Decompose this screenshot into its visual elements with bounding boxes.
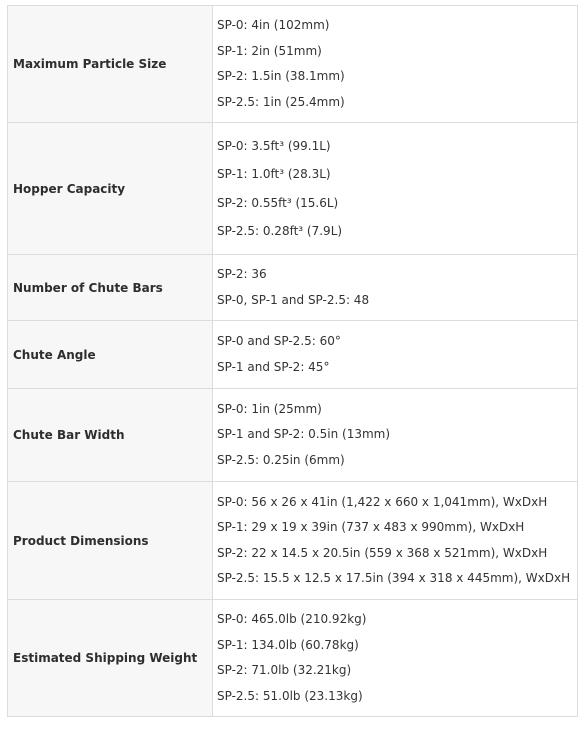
spec-values [213, 389, 578, 482]
spec-label: Chute Angle [8, 321, 213, 389]
spec-value-line: SP-2: 71.0lb (32.21kg) [217, 663, 352, 677]
spec-row-estimated-shipping-weight [8, 600, 578, 717]
spec-label: Product Dimensions [8, 482, 213, 600]
spec-value-line: SP-0: 4in (102mm) [217, 18, 330, 32]
specifications-table [7, 5, 578, 717]
spec-values [213, 6, 578, 123]
spec-value-line: SP-1: 29 x 19 x 39in (737 x 483 x 990mm), WxDxH [217, 520, 525, 534]
spec-values [213, 600, 578, 717]
spec-value-line: SP-2: 0.55ft³ (15.6L) [217, 195, 339, 210]
spec-value-line: SP-0: 465.0lb (210.92kg) [217, 612, 367, 626]
spec-value-line: SP-2.5: 1in (25.4mm) [217, 94, 345, 109]
spec-value-line: SP-0: 1in (25mm) [217, 401, 322, 416]
spec-label: Maximum Particle Size [8, 6, 213, 123]
spec-label: Hopper Capacity [8, 123, 213, 255]
spec-row-product-dimensions [8, 482, 578, 600]
spec-value-line: SP-2: 1.5in (38.1mm) [217, 69, 345, 83]
spec-label: Chute Bar Width [8, 389, 213, 482]
spec-value-line: SP-2.5: 0.28ft³ (7.9L) [217, 224, 343, 238]
spec-row-chute-bar-width [8, 389, 578, 482]
spec-value-line: SP-1: 134.0lb (60.78kg) [217, 637, 359, 652]
spec-values [213, 482, 578, 600]
spec-value-line: SP-0, SP-1 and SP-2.5: 48 [217, 292, 370, 307]
spec-value-line: SP-2.5: 0.25in (6mm) [217, 452, 345, 467]
spec-value-line: SP-0: 56 x 26 x 41in (1,422 x 660 x 1,041mm), WxDxH [217, 494, 548, 509]
spec-values [213, 123, 578, 255]
spec-value-line: SP-2.5: 15.5 x 12.5 x 17.5in (394 x 318 x 445mm), WxDxH [217, 571, 571, 585]
spec-row-chute-angle [8, 321, 578, 389]
spec-row-maximum-particle-size [8, 6, 578, 123]
spec-value-line: SP-1 and SP-2: 0.5in (13mm) [217, 427, 391, 442]
spec-values [213, 321, 578, 389]
spec-row-hopper-capacity [8, 123, 578, 255]
spec-label: Estimated Shipping Weight [8, 600, 213, 717]
spec-value-line: SP-2: 36 [217, 267, 267, 281]
spec-value-line: SP-1 and SP-2: 45° [217, 359, 330, 374]
spec-value-line: SP-0: 3.5ft³ (99.1L) [217, 138, 331, 153]
spec-value-line: SP-1: 1.0ft³ (28.3L) [217, 167, 331, 181]
spec-value-line: SP-2: 22 x 14.5 x 20.5in (559 x 368 x 521mm), WxDxH [217, 545, 548, 560]
spec-row-number-of-chute-bars [8, 255, 578, 321]
spec-label: Number of Chute Bars [8, 255, 213, 321]
spec-values [213, 255, 578, 321]
spec-value-line: SP-0 and SP-2.5: 60° [217, 334, 341, 348]
spec-value-line: SP-2.5: 51.0lb (23.13kg) [217, 688, 363, 703]
spec-value-line: SP-1: 2in (51mm) [217, 43, 322, 58]
